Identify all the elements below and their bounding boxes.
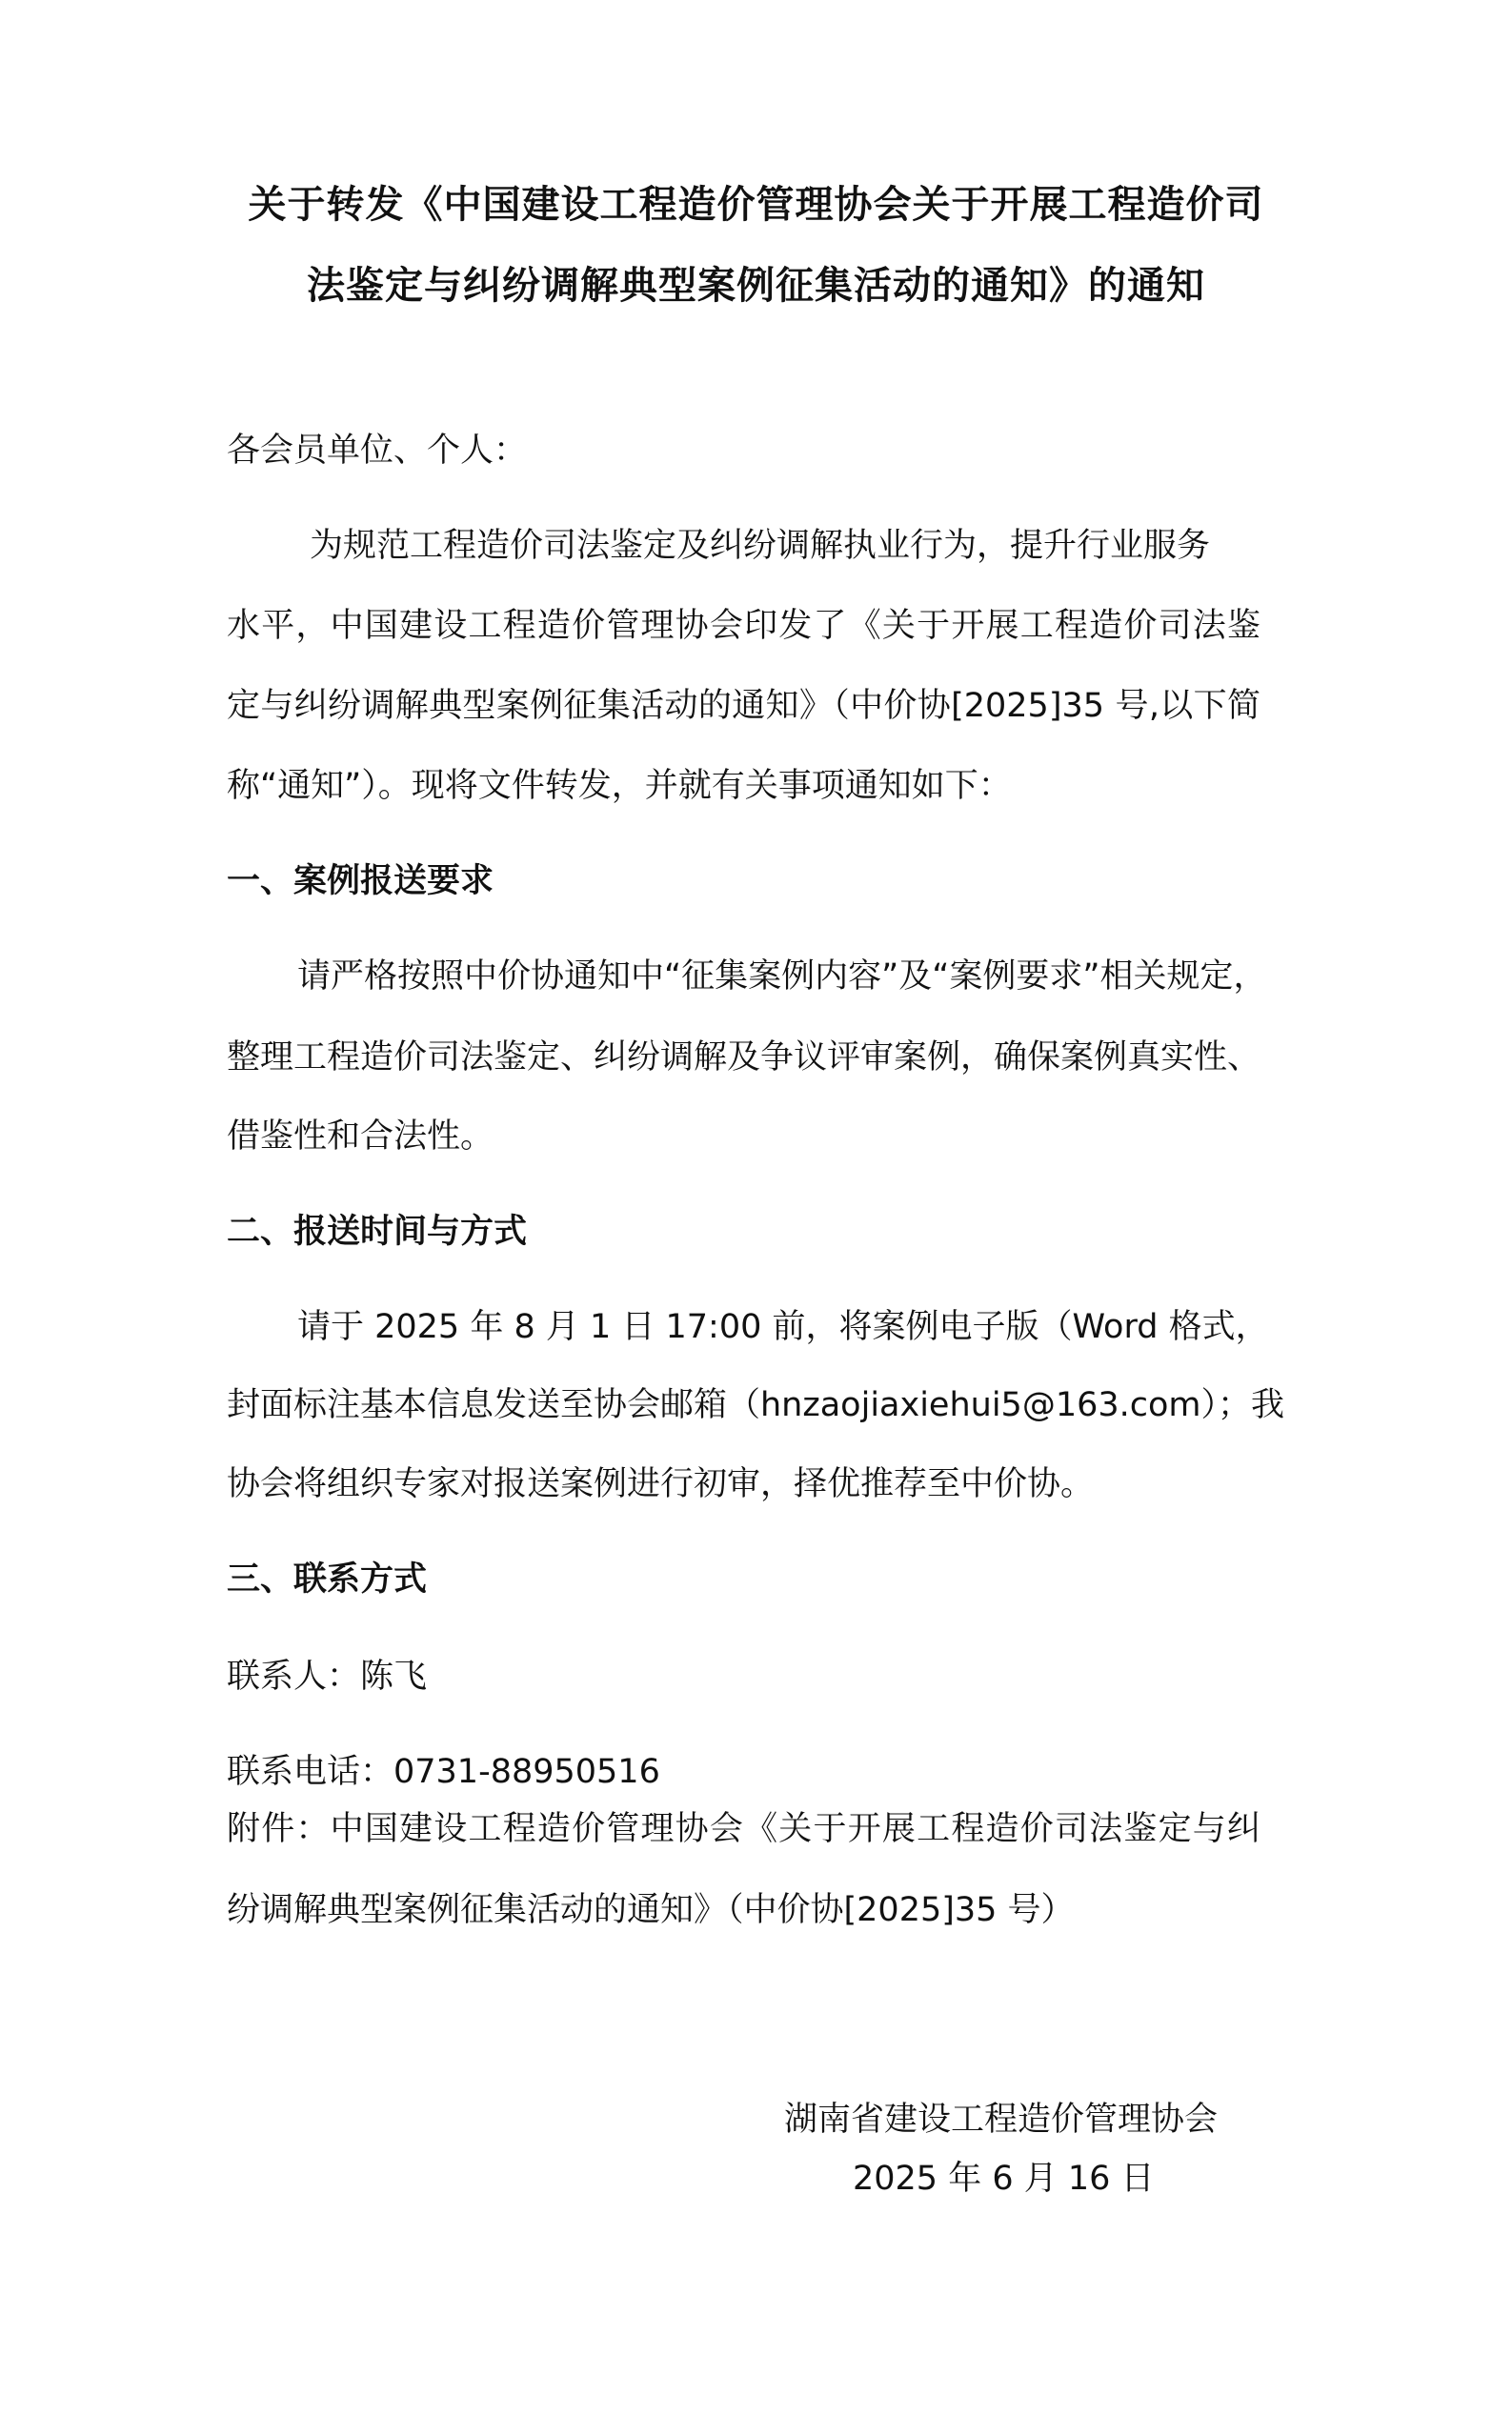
intro-line-4: 称“通知”）。现将文件转发，并就有关事项通知如下： [227,767,1012,805]
attachment-line-2: 纷调解典型案例征集活动的通知》（中价协[2025]35 号） [227,1891,1075,1929]
signature-organization: 湖南省建设工程造价管理协会 [784,2101,1219,2139]
signature-date: 2025 年 6 月 16 日 [853,2160,1155,2198]
section-3-heading: 三、联系方式 [227,1560,428,1599]
section-1-line-3: 借鉴性和合法性。 [227,1117,494,1156]
salutation: 各会员单位、个人： [227,432,528,470]
intro-line-2: 水平，中国建设工程造价管理协会印发了《关于开展工程造价司法鉴 [227,607,1260,645]
section-2-line-2: 封面标注基本信息发送至协会邮箱（hnzaojiaxiehui5@163.com）；我 [227,1386,1285,1424]
section-2-line-1: 请于 2025 年 8 月 1 日 17:00 前，将案例电子版（Word 格式， [297,1308,1269,1346]
document-title-line-2: 法鉴定与纠纷调解典型案例征集活动的通知》的通知 [307,264,1205,308]
attachment-line-1: 附件：中国建设工程造价管理协会《关于开展工程造价司法鉴定与纠 [227,1810,1260,1848]
section-1-line-1: 请严格按照中价协通知中“征集案例内容”及“案例要求”相关规定， [297,957,1267,996]
contact-phone: 联系电话：0731-88950516 [227,1753,660,1791]
intro-line-1: 为规范工程造价司法鉴定及纠纷调解执业行为，提升行业服务 [310,527,1211,565]
section-2-heading: 二、报送时间与方式 [227,1213,528,1251]
section-1-line-2: 整理工程造价司法鉴定、纠纷调解及争议评审案例，确保案例真实性、 [227,1038,1261,1077]
section-1-heading: 一、案例报送要求 [227,862,494,900]
contact-person: 联系人：陈飞 [227,1658,428,1696]
intro-line-3: 定与纠纷调解典型案例征集活动的通知》（中价协[2025]35 号,以下简 [227,687,1260,725]
section-2-line-3: 协会将组织专家对报送案例进行初审，择优推荐至中价协。 [227,1465,1095,1503]
document-title-line-1: 关于转发《中国建设工程造价管理协会关于开展工程造价司 [248,183,1264,227]
